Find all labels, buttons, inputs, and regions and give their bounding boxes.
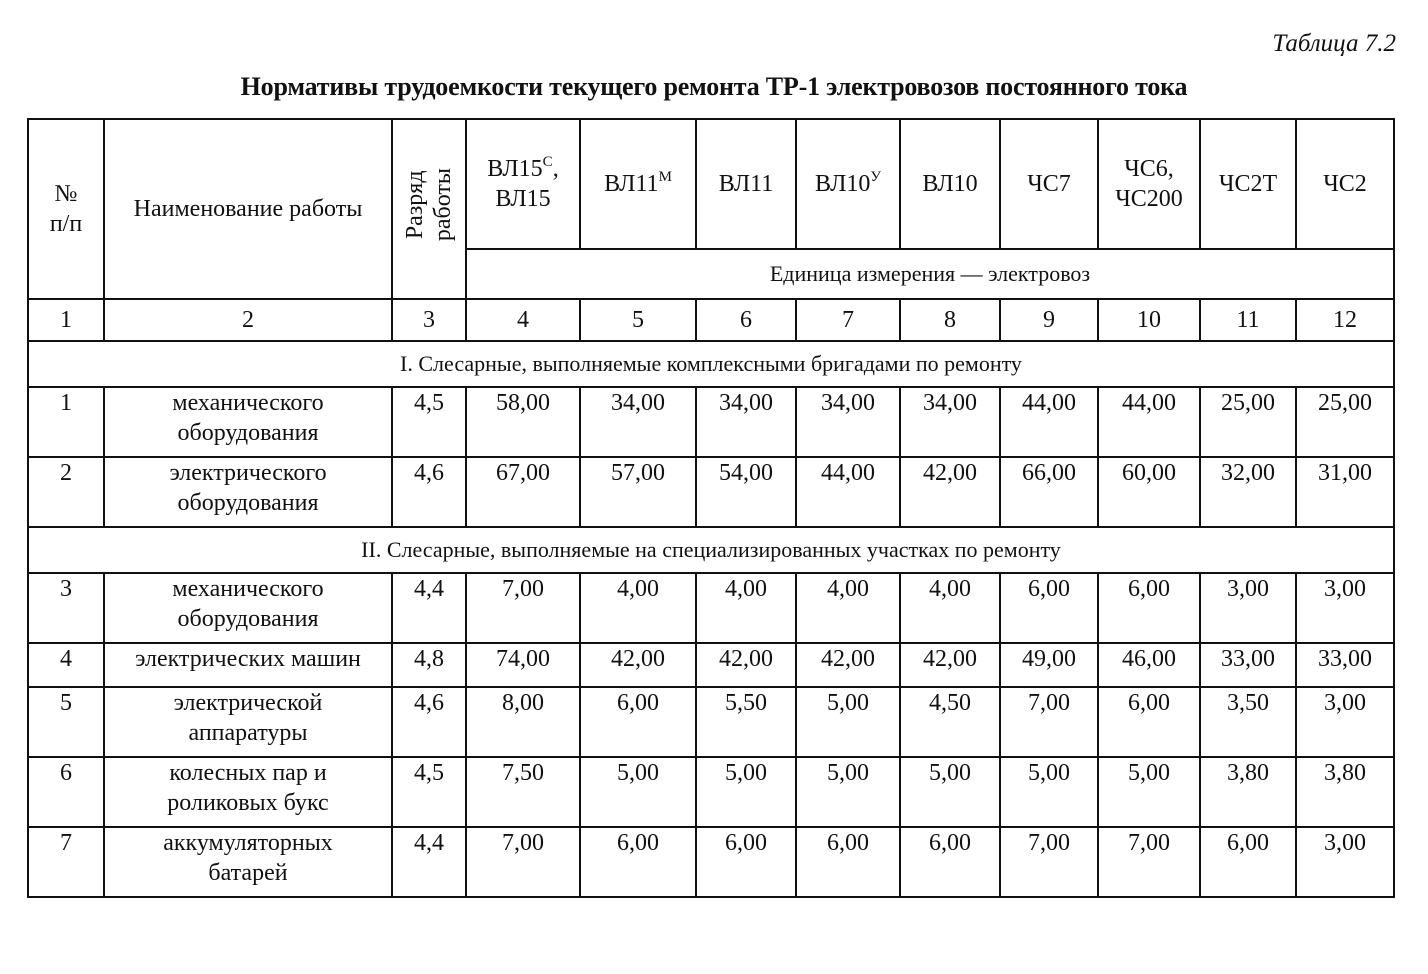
work-name-line: механического — [172, 576, 324, 602]
labor-value: 5,00 — [796, 757, 900, 827]
labor-value: 58,00 — [466, 387, 580, 457]
row-number: 6 — [28, 757, 104, 827]
labor-value: 42,00 — [696, 643, 796, 687]
table-row — [28, 687, 1394, 757]
labor-value: 31,00 — [1296, 457, 1394, 527]
work-name-line: оборудования — [177, 490, 319, 516]
work-name-line: электрического — [169, 460, 327, 486]
labor-value: 6,00 — [1200, 827, 1296, 897]
labor-value: 34,00 — [696, 387, 796, 457]
header-model-cell — [900, 119, 1000, 249]
header-grade-cell — [392, 119, 466, 299]
row-number: 5 — [28, 687, 104, 757]
labor-value: 3,80 — [1200, 757, 1296, 827]
model-name: ВЛ11 — [604, 171, 659, 197]
labor-value: 44,00 — [796, 457, 900, 527]
labor-value: 5,00 — [796, 687, 900, 757]
labor-value: 7,00 — [1000, 827, 1098, 897]
header-model-cell — [1296, 119, 1394, 249]
work-name-line: колесных пар и — [169, 760, 327, 786]
header-model-cell — [1000, 119, 1098, 249]
model-name: ЧС2 — [1323, 171, 1367, 197]
work-name — [104, 387, 392, 457]
work-grade: 4,6 — [392, 687, 466, 757]
header-model-cell — [796, 119, 900, 249]
column-number: 5 — [580, 299, 696, 341]
work-name — [104, 827, 392, 897]
labor-value: 44,00 — [1000, 387, 1098, 457]
labor-value: 6,00 — [796, 827, 900, 897]
labor-value: 34,00 — [900, 387, 1000, 457]
labor-value: 46,00 — [1098, 643, 1200, 687]
labor-value: 7,00 — [466, 573, 580, 643]
column-number: 4 — [466, 299, 580, 341]
labor-value: 5,00 — [900, 757, 1000, 827]
labor-value: 3,00 — [1296, 687, 1394, 757]
work-name — [104, 457, 392, 527]
row-number: 3 — [28, 573, 104, 643]
header-num-cell — [28, 119, 104, 299]
work-grade: 4,6 — [392, 457, 466, 527]
labor-value: 6,00 — [696, 827, 796, 897]
labor-value: 33,00 — [1296, 643, 1394, 687]
header-num-line1: № — [54, 181, 78, 207]
labor-value: 3,00 — [1296, 827, 1394, 897]
section-title: I. Слесарные, выполняемые комплексными бригадами по ремонту — [28, 341, 1394, 387]
model-suffix: , — [552, 156, 559, 182]
model-name: ВЛ10 — [922, 171, 978, 197]
work-name-line: аппаратуры — [188, 720, 308, 746]
table-row — [28, 643, 1394, 687]
column-number: 11 — [1200, 299, 1296, 341]
header-model-cell — [696, 119, 796, 249]
labor-value: 57,00 — [580, 457, 696, 527]
model-name: ВЛ15 — [487, 156, 543, 182]
work-name-line: электрической — [173, 690, 323, 716]
table-label: Таблица 7.2 — [1272, 30, 1396, 57]
work-grade: 4,4 — [392, 573, 466, 643]
work-grade: 4,5 — [392, 387, 466, 457]
column-number: 9 — [1000, 299, 1098, 341]
labor-value: 5,00 — [580, 757, 696, 827]
work-name-line: оборудования — [177, 606, 319, 632]
header-model-cell — [466, 119, 580, 249]
header-row — [28, 119, 1394, 249]
unit-cell — [466, 249, 1394, 299]
document-title: Нормативы трудоемкости текущего ремонта ТР-1 электровозов постоянного тока — [240, 72, 1188, 101]
column-number: 8 — [900, 299, 1000, 341]
table-row — [28, 757, 1394, 827]
header-name-label: Наименование работы — [133, 196, 363, 222]
labor-value: 5,00 — [696, 757, 796, 827]
table-row — [28, 457, 1394, 527]
labor-value: 60,00 — [1098, 457, 1200, 527]
model-name: ЧС7 — [1027, 171, 1071, 197]
work-name — [104, 573, 392, 643]
labor-value: 5,50 — [696, 687, 796, 757]
header-grade-label — [401, 168, 457, 241]
labor-value: 3,00 — [1200, 573, 1296, 643]
labor-value: 4,00 — [900, 573, 1000, 643]
header-grade-line2: работы — [430, 168, 456, 242]
work-name-line: батарей — [208, 860, 288, 886]
labor-value: 66,00 — [1000, 457, 1098, 527]
section-row — [28, 527, 1394, 573]
labor-value: 32,00 — [1200, 457, 1296, 527]
work-name-line: электрических машин — [135, 646, 361, 672]
header-model-cell — [1200, 119, 1296, 249]
row-number: 4 — [28, 643, 104, 687]
model-name: ВЛ10 — [815, 171, 871, 197]
labor-value: 34,00 — [580, 387, 696, 457]
work-name-line: оборудования — [177, 420, 319, 446]
model-name-line2: ЧС200 — [1115, 186, 1183, 212]
work-name-line: аккумуляторных — [163, 830, 333, 856]
labor-value: 8,00 — [466, 687, 580, 757]
norms-table — [27, 118, 1395, 898]
row-number: 2 — [28, 457, 104, 527]
labor-value: 6,00 — [900, 827, 1000, 897]
work-grade: 4,4 — [392, 827, 466, 897]
labor-value: 3,50 — [1200, 687, 1296, 757]
labor-value: 4,00 — [580, 573, 696, 643]
labor-value: 67,00 — [466, 457, 580, 527]
table-body — [28, 341, 1394, 897]
header-model-cell — [580, 119, 696, 249]
labor-value: 3,80 — [1296, 757, 1394, 827]
labor-value: 33,00 — [1200, 643, 1296, 687]
header-num-line2: п/п — [49, 211, 83, 237]
labor-value: 4,50 — [900, 687, 1000, 757]
labor-value: 54,00 — [696, 457, 796, 527]
header-model-cell — [1098, 119, 1200, 249]
work-name — [104, 757, 392, 827]
labor-value: 6,00 — [580, 687, 696, 757]
column-number: 6 — [696, 299, 796, 341]
model-name: ВЛ11 — [718, 171, 774, 197]
labor-value: 74,00 — [466, 643, 580, 687]
labor-value: 7,00 — [1098, 827, 1200, 897]
labor-value: 5,00 — [1098, 757, 1200, 827]
work-grade: 4,5 — [392, 757, 466, 827]
header-grade-line1: Разряд — [402, 170, 428, 240]
work-grade: 4,8 — [392, 643, 466, 687]
column-number: 7 — [796, 299, 900, 341]
table-row — [28, 387, 1394, 457]
work-name — [104, 643, 392, 687]
column-number: 1 — [28, 299, 104, 341]
model-name: ЧС2Т — [1218, 171, 1278, 197]
labor-value: 6,00 — [1098, 687, 1200, 757]
model-name: ЧС6, — [1124, 156, 1174, 182]
section-row — [28, 341, 1394, 387]
labor-value: 34,00 — [796, 387, 900, 457]
unit-label: Единица измерения — электровоз — [769, 261, 1091, 286]
model-superscript: У — [870, 169, 881, 185]
labor-value: 3,00 — [1296, 573, 1394, 643]
table-row — [28, 573, 1394, 643]
labor-value: 42,00 — [900, 643, 1000, 687]
header-name-cell — [104, 119, 392, 299]
labor-value: 44,00 — [1098, 387, 1200, 457]
row-number: 1 — [28, 387, 104, 457]
labor-value: 4,00 — [696, 573, 796, 643]
labor-value: 49,00 — [1000, 643, 1098, 687]
column-number: 2 — [104, 299, 392, 341]
work-name-line: механического — [172, 390, 324, 416]
section-title: II. Слесарные, выполняемые на специализированных участках по ремонту — [28, 527, 1394, 573]
work-name-line: роликовых букс — [167, 790, 329, 816]
labor-value: 25,00 — [1200, 387, 1296, 457]
labor-value: 6,00 — [580, 827, 696, 897]
model-superscript: М — [658, 169, 672, 185]
labor-value: 7,00 — [466, 827, 580, 897]
labor-value: 4,00 — [796, 573, 900, 643]
model-name-line2: ВЛ15 — [495, 186, 551, 212]
column-number-row — [28, 299, 1394, 341]
labor-value: 6,00 — [1000, 573, 1098, 643]
labor-value: 42,00 — [900, 457, 1000, 527]
labor-value: 7,00 — [1000, 687, 1098, 757]
labor-value: 42,00 — [796, 643, 900, 687]
row-number: 7 — [28, 827, 104, 897]
table-row — [28, 827, 1394, 897]
labor-value: 25,00 — [1296, 387, 1394, 457]
work-name — [104, 687, 392, 757]
column-number: 10 — [1098, 299, 1200, 341]
labor-value: 5,00 — [1000, 757, 1098, 827]
labor-value: 7,50 — [466, 757, 580, 827]
column-number: 12 — [1296, 299, 1394, 341]
model-superscript: С — [542, 154, 553, 170]
labor-value: 42,00 — [580, 643, 696, 687]
column-number: 3 — [392, 299, 466, 341]
labor-value: 6,00 — [1098, 573, 1200, 643]
